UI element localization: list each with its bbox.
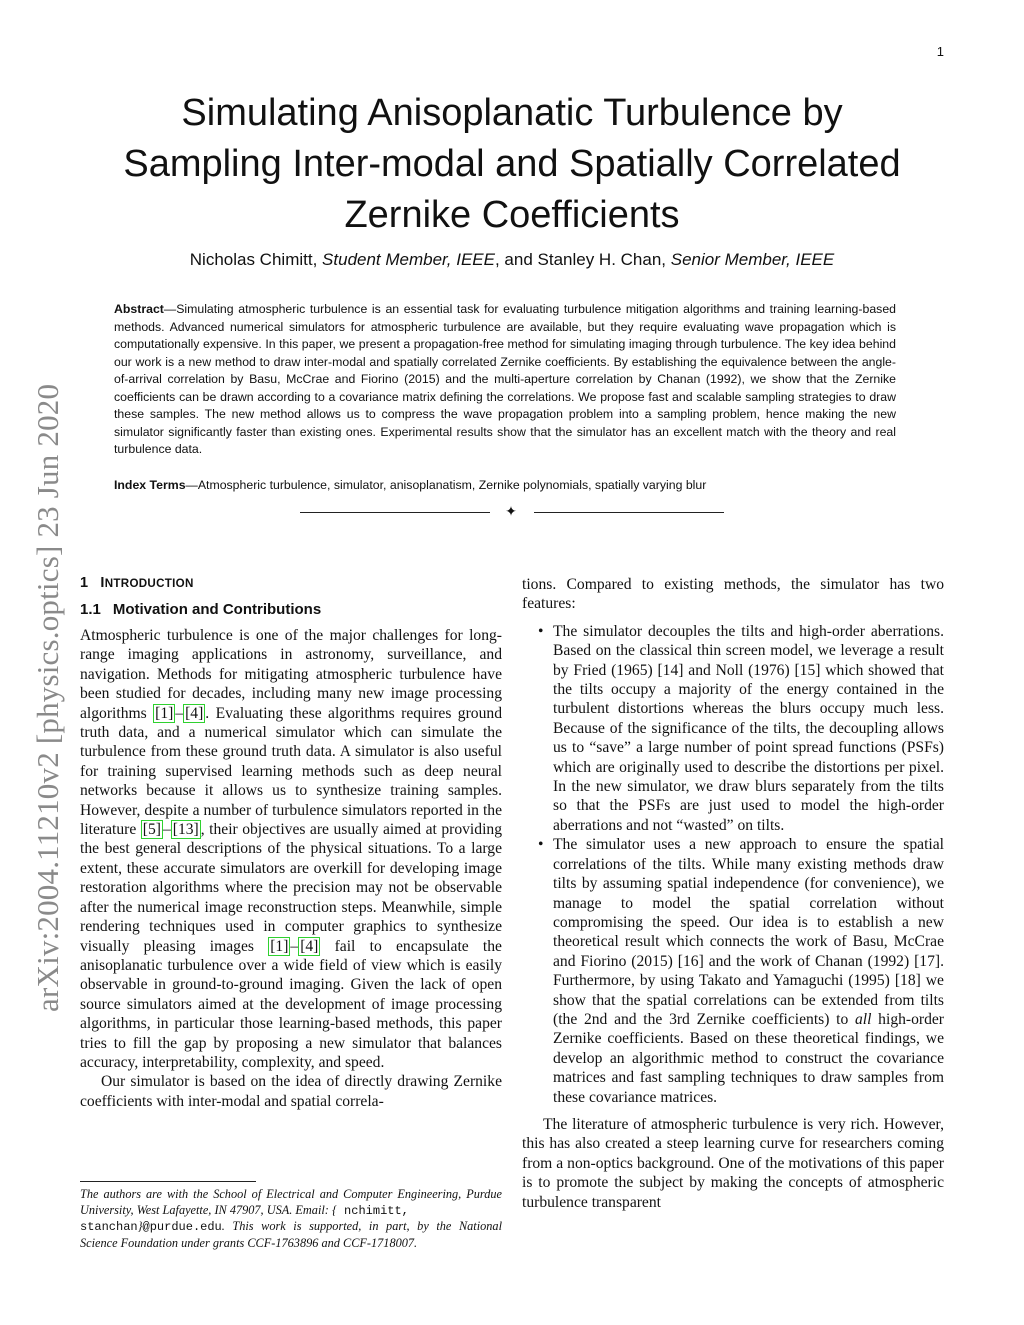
page-number: 1 (936, 44, 944, 59)
right-column (522, 575, 944, 1212)
citation-link[interactable]: [14] (657, 661, 684, 679)
email-domain[interactable]: @purdue.edu (142, 1220, 222, 1235)
intro-paragraph-2: Our simulator is based on the idea of directly drawing Zernike coefficients with inter-modal and spatial correla- (80, 1073, 502, 1110)
author-list (80, 250, 944, 270)
text-run: . Furthermore, by using Takato and Yamaguchi (1995) (553, 952, 944, 990)
bullet-icon: • (538, 836, 544, 854)
text-run: Atmospheric turbulence is one of the major challenges for long-range imaging applications in astronomy, surveillance, and navigation. Methods for mitigating atmospheric turbulence have been studied for decades, including many new image processing algorithms (80, 627, 502, 722)
text-run: – (175, 704, 184, 722)
subsection-number: 1.1 (80, 601, 101, 618)
intro-paragraph-3: The literature of atmospheric turbulence is very rich. However, this has also created a steep learning curve for researchers coming from a non-optics background. One of the motivations of this paper is to promote the subject by making the concepts of atmospheric turbulence transparent (522, 1115, 944, 1211)
citation-link[interactable]: [5] (142, 821, 161, 839)
text-run: – (162, 821, 171, 839)
subsection-heading-motivation (80, 601, 502, 618)
text-run: which showed that the tilts occupy a majority of the energy contained in the turbulent distortions whereas the blurs occupy much less. Because of the significance of the tilts, the decoupling allows us to “save” a large number of point spread functions (PSFs) which are originally used to describe the distortions per pixel. In the new simulator, we draw blurs separately from the tilts so that the PSFs are just used to model the high-order aberrations and not “wasted” on tilts. (553, 661, 944, 834)
text-run: – (290, 937, 299, 955)
email-link[interactable]: nchimitt, (336, 1203, 409, 1218)
section-heading-introduction (80, 575, 502, 591)
left-column (80, 575, 502, 1111)
feature-item-spatial-correlation (522, 835, 944, 1107)
email-link[interactable]: stanchan (80, 1220, 138, 1235)
author-footnote (80, 1187, 502, 1251)
text-run: fail to encapsulate the anisoplanatic turbulence over a wide field of view which is easily observable in ground-to-ground imaging. Given the lack of open source simulators aimed at the development of image processing algorithms, in particular those learning-based methods, this paper tries to fill the gap by proposing a new simulator that balances accuracy, interpretability, complexity, and speed. (80, 937, 502, 1071)
author-2-role: Senior Member, IEEE (670, 250, 835, 269)
citation-link[interactable]: [17] (914, 952, 941, 970)
abstract (114, 301, 896, 459)
author-joiner: , and Stanley H. Chan, (494, 250, 667, 269)
citation-link[interactable]: [18] (894, 972, 921, 990)
text-run: , their objectives are usually aimed at providing the best general descriptions of the physical situations. To a large extent, these accurate simulators are overkill for developing image restoration algorithms where the precision may not be observable after the numerical image reconstruction steps. Meanwhile, simple rendering techniques used in computer graphics to synthesize visually pleasing images (80, 821, 502, 955)
section-title-first: I (100, 575, 105, 591)
text-run: The authors are with the School of Electrical and Computer Engineering, Purdue University, West Lafayette, IN 47907, USA. Email: { (80, 1187, 502, 1217)
feature-item-decoupling (522, 622, 944, 835)
abstract-text: —Simulating atmospheric turbulence is an essential task for evaluating turbulence mitigation algorithms and training learning-based methods. Advanced numerical simulators for atmospheric turbulence are available, but they require evaluating wave propagation which is computationally expensive. In this paper, we present a propagation-free method for simulating imaging through turbulence. The key idea behind our work is a new method to draw inter-modal and spatially correlated Zernike coefficients. By establishing the equivalence between the angle-of-arrival correlation by Basu, McCrae and Fiorino (2015) and the multi-aperture correlation by Chanan (1992), we show that the Zernike coefficients can be drawn according to a covariance matrix defining the correlations. We propose fast and scalable sampling strategies to draw these samples. The new method allows us to compress the wave propagation problem into a sampling problem, hence making the new simulator significantly faster than existing ones. Experimental results show that the simulator has an excellent match with the theory and real turbulence data. (114, 302, 896, 456)
citation-link[interactable]: [13] (172, 821, 199, 839)
section-divider (300, 504, 724, 522)
citation-link[interactable]: [15] (794, 661, 821, 679)
text-run: we show that the spatial correlations can be extended from tilts (the 2nd and the 3rd Zernike coefficients) to (553, 972, 944, 1028)
text-run: and Noll (1976) (683, 661, 795, 679)
section-number: 1 (80, 575, 89, 591)
text-run: . Evaluating these algorithms requires ground truth data, and a numerical simulator which can simulate the turbulence from these ground truth data. A simulator is also useful for training supervised learning methods such as deep neural networks because it allows us to synthesize training samples. However, despite a number of turbulence simulators reported in the literature (80, 704, 502, 839)
divider-line-right (534, 512, 724, 513)
citation-link[interactable]: [16] (677, 952, 704, 970)
text-run: and the work of Chanan (1992) (703, 952, 915, 970)
citation-link[interactable]: [4] (185, 704, 204, 722)
section-title-rest: NTRODUCTION (104, 577, 194, 590)
bullet-icon: • (538, 622, 544, 640)
paper-title (80, 88, 944, 241)
divider-line-left (300, 512, 490, 513)
text-run: } (137, 1219, 143, 1234)
title-line-2: Sampling Inter-modal and Spatially Correlated (123, 143, 901, 185)
title-line-1: Simulating Anisoplanatic Turbulence by (181, 92, 843, 134)
text-run: The simulator decouples the tilts and high-order aberrations. Based on the classical thin screen model, we leverage a result by Fried (1965) (553, 622, 944, 679)
index-terms-text: —Atmospheric turbulence, simulator, anisoplanatism, Zernike polynomials, spatially varying blur (185, 478, 707, 492)
intro-paragraph-2-continued: tions. Compared to existing methods, the simulator has two features: (522, 576, 944, 613)
author-1: Nicholas Chimitt, (189, 250, 318, 269)
intro-paragraph-1 (80, 626, 502, 1072)
citation-link[interactable]: [4] (300, 937, 319, 955)
title-line-3: Zernike Coefficients (344, 194, 680, 236)
text-run: . This work is supported, in part, by the National Science Foundation under grants CCF-1763896 and CCF-1718007. (80, 1219, 502, 1250)
divider-diamond-icon: ✦ (505, 505, 517, 520)
text-run: The simulator uses a new approach to ensure the spatial correlations of the tilts. While many existing methods draw tilts by assuming spatial independence (for convenience), we manage to model the spatial correlation without compromising the speed. Our idea is to establish a new theoretical result which connects the work of Basu, McCrae and Fiorino (2015) (553, 836, 944, 970)
author-1-role: Student Member, IEEE (322, 250, 495, 269)
emphasis-all: all (855, 1010, 872, 1028)
abstract-label: Abstract (114, 302, 164, 316)
index-terms (114, 477, 896, 494)
citation-link[interactable]: [1] (270, 937, 289, 955)
citation-link[interactable]: [1] (155, 704, 174, 722)
arxiv-stamp: arXiv:2004.11210v2 [physics.optics] 23 Jun 2020 (30, 383, 65, 1012)
feature-list (522, 622, 944, 1107)
index-terms-label: Index Terms (114, 478, 186, 492)
footnote-rule (80, 1181, 256, 1182)
subsection-title: Motivation and Contributions (112, 601, 322, 618)
text-run: high-order Zernike coefficients. Based on these theoretical findings, we develop an algorithmic method to construct the covariance matrices and fast sampling techniques to draw samples from these covariance matrices. (553, 1010, 945, 1106)
